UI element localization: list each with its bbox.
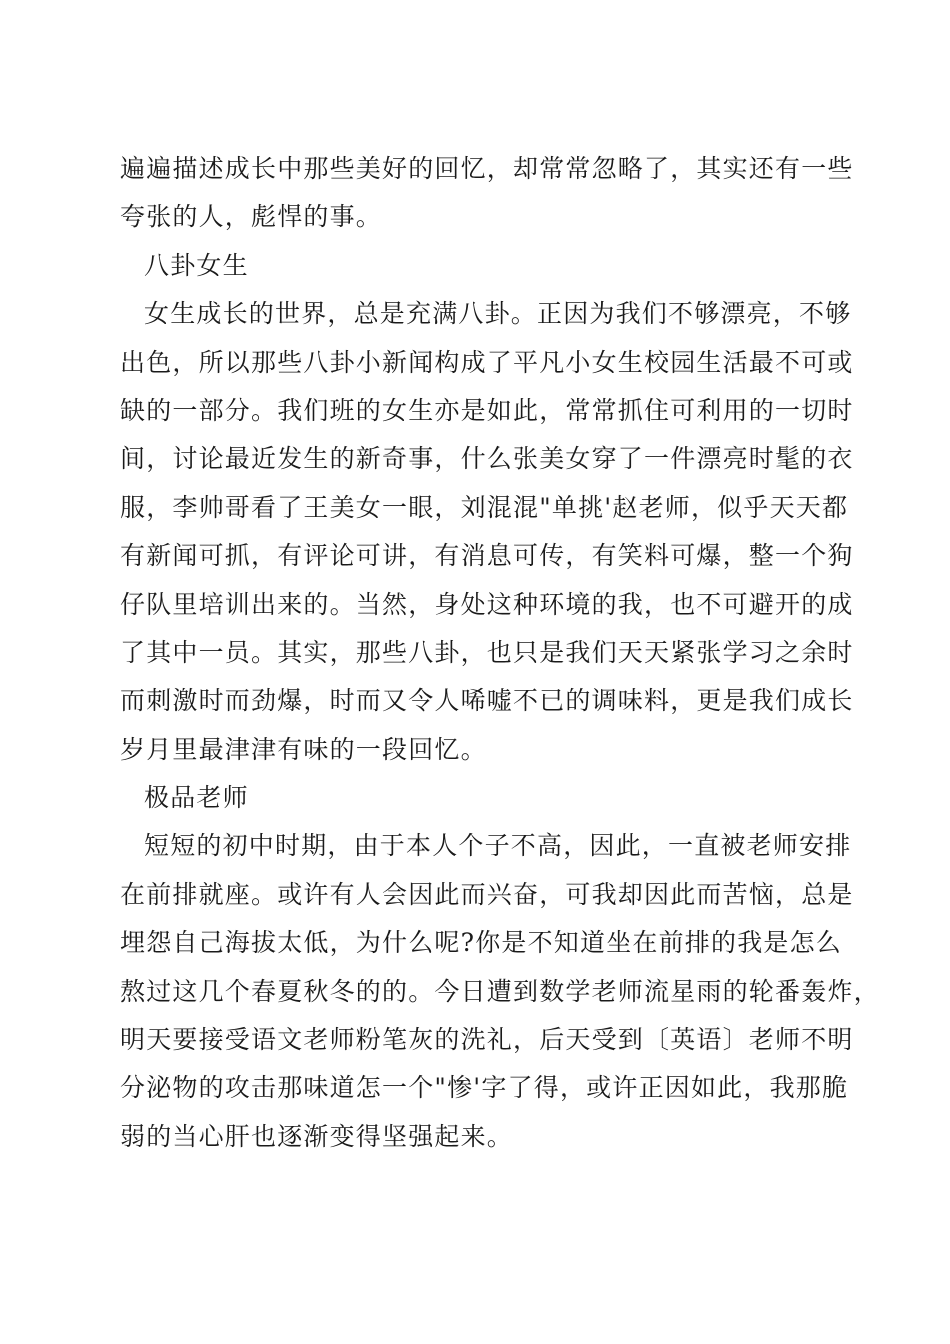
text-line: 遍遍描述成长中那些美好的回忆，却常常忽略了，其实还有一些 (120, 154, 854, 183)
text-line: 埋怨自己海拔太低，为什么呢?你是不知道坐在前排的我是怎么 (120, 928, 843, 958)
text-line: 明天要接受语文老师粉笔灰的洗礼，后天受到〔英语〕老师不明 (120, 1025, 854, 1055)
section-heading: 八卦女生 (144, 250, 249, 280)
text-line: 有新闻可抓，有评论可讲，有消息可传，有笑料可爆，整一个狗 (120, 541, 854, 571)
text-line: 短短的初中时期，由于本人个子不高，因此，一直被老师安排 (144, 831, 852, 861)
text-line: 熬过这几个春夏秋冬的的。今日遭到数学老师流星雨的轮番轰炸， (120, 976, 880, 1006)
text-line: 仔队里培训出来的。当然，身处这种环境的我，也不可避开的成 (120, 589, 854, 619)
text-line: 女生成长的世界，总是充满八卦。正因为我们不够漂亮，不够 (144, 299, 852, 329)
text-line: 而刺激时而劲爆，时而又令人唏嘘不已的调味料，更是我们成长 (120, 686, 854, 716)
document-body (120, 145, 880, 1161)
text-line: 岁月里最津津有味的一段回忆。 (120, 734, 487, 764)
text-line: 了其中一员。其实，那些八卦，也只是我们天天紧张学习之余时 (120, 637, 854, 667)
text-line: 夸张的人，彪悍的事。 (120, 202, 383, 232)
text-line: 出色，所以那些八卦小新闻构成了平凡小女生校园生活最不可或 (120, 347, 854, 377)
text-line: 分泌物的攻击那味道怎一个"惨'字了得，或许正因如此，我那脆 (120, 1073, 849, 1103)
section-heading: 极品老师 (144, 783, 249, 813)
text-line: 弱的当心肝也逐渐变得坚强起来。 (120, 1121, 514, 1151)
text-line: 在前排就座。或许有人会因此而兴奋，可我却因此而苦恼，总是 (120, 879, 854, 909)
text-line: 缺的一部分。我们班的女生亦是如此，常常抓住可利用的一切时 (120, 395, 854, 425)
text-line: 服，李帅哥看了王美女一眼，刘混混"单挑'赵老师，似乎天天都 (120, 492, 849, 522)
text-line: 间，讨论最近发生的新奇事，什么张美女穿了一件漂亮时髦的衣 (120, 444, 854, 474)
